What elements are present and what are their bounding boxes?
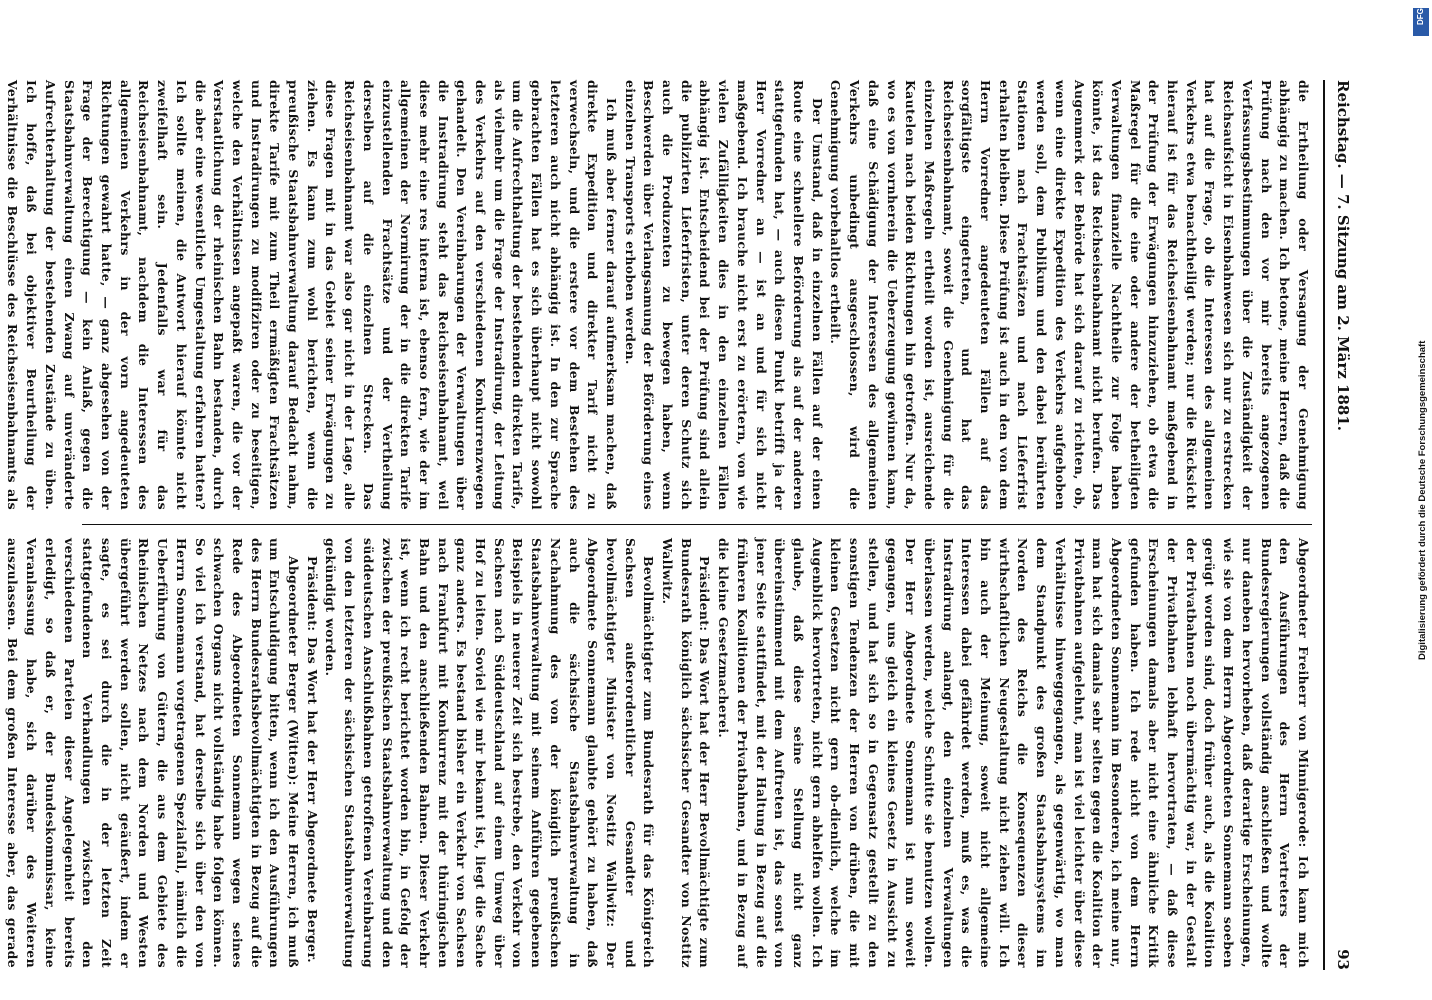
paragraph: Präsident: Das Wort hat der Herr Bevollmächtigte zum Bundesrath königlich sächsischer Gesandter von Nostitz Wallwitz. xyxy=(660,538,713,968)
paragraph: Abgeordneter Freiherr von Minnigerode: Ich kann mich den Ausführungen des Herrn Vertreters der Bundesregierungen vollständig anschließen und wollte nur daneben hervorheben, daß derartige Erscheinungen, wie sie von dem Herrn Abgeordneten Sonnemann soeben gerügt worden sind, doch früher auch, als die Koalition der Privatbahnen noch übermächtig war, in der Gestalt der Privatbahnen lebhaft hervortraten, — daß diese Erscheinungen damals aber nicht eine ähnliche Kritik gefunden haben. Ich rede nicht von dem Herrn Abgeordneten Sonnemann im Besonderen, ich meine nur, man hat sich damals sehr selten gegen die Koalition der Privatbahnen aufgelehnt, man ist viel leichter über diese Verhältnisse hinweggegangen, als gegenwärtig, wo man dem Standpunkt des großen Staatsbahnsystems im Norden des Reichs die Konsequenzen dieser wirthschaftlichen Neugestaltung nicht ziehen will. Ich bin auch der Meinung, soweit nicht allgemeine Interessen dabei gefährdet werden, muß es, was die Instradirung anlangt, den einzelnen Verwaltungen überlassen werden, welche Schnitte sie benutzen wollen. Der Herr Abgeordnete Sonnemann ist nun soweit gegangen, uns gleich ein kleines Gesetz in Aussicht zu stellen, und hat sich so in Gegensatz gestellt zu den sonstigen Tendenzen der Herren von drüben, die mit kleinen Gesetzen nicht gern ob-dienlich, welche im Augenblick hervortreten, nicht gern abhelfen wollen. Ich glaube, daß diese seine Stellung nicht ganz übereinstimmend mit dem Auftreten ist, das sonst von jener Seite stattfindet, mit der Haltung in Bezug auf die früheren Koalitionen der Privatbahnen, und in Bezug auf die kleine Gesetzmacherei. xyxy=(716,538,1311,968)
paragraph: Der Umstand, daß in einzelnen Fällen auf der einen Route eine schnellere Beförderung als auf der anderen stattgefunden hat, — auch diesen Punkt betrifft ja der Herr Vorredner an — ist an und für sich nicht maßgebend. Ich brauche nicht erst zu erörtern, von wie vielen Zufälligkeiten dies in den einzelnen Fällen abhängig ist. Entscheidend bei der Prüfung sind allein die publizirten Lieferfristen, unter deren Schutz sich auch die Produzenten zu bewegen haben, wenn Beschwerden über Verlangsamung der Beförderung eines einzelnen Transports erhoben werden. xyxy=(622,80,825,510)
paragraph: Abgeordneter Berger (Witten): Meine Herren, ich muß um Entschuldigung bitten, wenn ich den Ausführungen des Herrn Bundesrathsbevollmächtigten in Bezug auf die Rede des Abgeordneten Sonnemann wegen seines schwachen Organs nicht vollständig habe folgen können. So viel ich verstand, hat derselbe sich über den von Herrn Sonnemann vorgetragenen Spezialfall, nämlich die Ueberführung von Gütern, die aus dem Gebiete des Rheinischen Netzes nach dem Norden und Westen übergeführt werden sollen, nicht geäußert, indem er sagte, es sei durch die in der letzten Zeit stattgefundenen Verhandlungen zwischen den verschiedenen Parteien dieser Angelegenheit bereits erledigt, so daß er, der Bundeskommissar, keine Veranlassung habe, sich darüber des Weiteren auszulassen. Bei dem großen Interesse aber, das gerade xyxy=(5,538,302,968)
paragraph: Ich muß aber ferner darauf aufmerksam machen, daß direkte Expedition und direkter Tarif nicht zu verwechseln, und die erstere vor dem Bestehen des letzteren auch nicht abhängig ist. In den zur Sprache gebrachten Fällen hat es sich überhaupt nicht sowohl um die Aufrechthaltung der bestehenden direkten Tarife, als vielmehr um die Frage der Instradirung, der Leitung des Verkehrs auf den verschiedenen Konkurrenzwegen gehandelt. Den Vereinbarungen der Verwaltungen über die Instradirung steht das Reichseisenbahnamt, weil diese mehr eine res interna ist, ebenso fern, wie der im allgemeinen der Normirung der in die direkten Tarife einzustellenden Frachtsätze und der Vertheilung derselben auf die einzelnen Strecken. Das Reichseisenbahnamt war also gar nicht in der Lage, alle diese Fragen mit in das Gebiet seiner Erwägungen zu ziehen. Es kann zum wohl berichten, wenn die preußische Staatsbahnverwaltung darauf Bedacht nahm, direkte Tarife mit zum Theil ermäßigten Frachtsätzen und Instradirungen zu modifiziren oder zu beseitigen, welche den Verhältnissen angepaßt waren, die vor der Verstaatlichung der rheinischen Bahn bestanden, durch die aber eine wesentliche Umgestaltung erfahren hatten? Ich sollte meinen, die Antwort hierauf könnte nicht zweifelhaft sein. Jedenfalls war für das Reichseisenbahnamt, nachdem die Interessen des allgemeinen Verkehrs in der vorn angedeuteten Richtungen gewahrt hatte, — ganz abgesehen von der Frage der Berechtigung — kein Anlaß, gegen die Staatsbahnverwaltung einen Zwang auf unveränderte Aufrechterhaltung der bestehenden Zustände zu üben. Ich hoffe, daß bei objektiver Beurtheilung der Verhältnisse die Beschlüsse des Reichseisenbahnamts als xyxy=(5,80,619,510)
paragraph: Präsident: Das Wort hat der Herr Abgeordnete Berger. xyxy=(304,556,320,963)
paragraph: Bevollmächtigter zum Bundesrath für das Königreich Sachsen außerordentlicher Gesandter und bevollmächtigter Minister von Nostitz Wallwitz: Der Abgeordnete Sonnemann glaubte gehört zu haben, daß auch die sächsische Staatsbahnverwaltung in Nachahmung des von der königlich preußischen Staatsbahnverwaltung mit seinem Anführen gegebenen Beispiels in neuerer Zeit sich bestrebe, den Verkehr von Sachsen nach Süddeutschland auf einem Umweg über Hof zu leiten. Soviel wie mir bekannt ist, liegt die Sache ganz anders. Es bestand bisher ein Verkehr von Sachsen nach Frankfurt mit Konkurrenz mit der thüringischen Bahn und den anschließenden Bahnen. Dieser Verkehr ist, wenn ich recht berichtet worden bin, in Gefolg der zwischen der preußischen Staatsbahnverwaltung und den süddeutschen Anschlußbahnen getroffenen Vereinbarung von den letzteren der sächsischen Staatsbahnverwaltung gekündigt worden. xyxy=(323,538,657,968)
column-divider xyxy=(82,524,1312,525)
running-head: Reichstag. — 7. Sitzung am 2. März 1881. xyxy=(1334,80,1352,432)
dfg-logo xyxy=(1413,8,1429,36)
rotated-page xyxy=(5,80,1352,970)
paragraph: die Ertheilung oder Versagung der Genehmigung abhängig zu machen. Ich betone, meine Herren, daß die Prüfung nach den vor mir bereits angezogenen Verfassungsbestimmungen über die Zuständigkeit der Reichsaufsicht in Eisenbahnwesen sich nur zu erstrecken hat auf die Frage, ob die Interessen des allgemeinen Verkehrs etwa benachtheiligt werden; nur die Rücksicht hierauf ist für das Reichseisenbahnamt maßgebend in der Prüfung der Erwägungen hinzuziehen, ob etwa die Maßregel für die eine oder andere der betheiligten Verwaltungen finanzielle Nachtheile zur Folge haben könnte, ist das Reichseisenbahnamt nicht berufen. Das Augenmerk der Behörde hat sich darauf zu richten, ob, wenn eine direkte Expedition des Verkehrs aufgehoben werden soll, dem Publikum und den dabei berührten Stationen nach Frachtsätzen und nach Lieferfrist erhalten bleiben. Diese Prüfung ist auch in den von dem Herrn Vorredner angedeuteten Fällen auf das sorgfältigste eingetreten, und hat das Reichseisenbahnamt, soweit die Genehmigung für die einzelnen Maßregeln ertheilt worden ist, ausreichende Kautelen nach beiden Richtungen hin getroffen. Nur da, wo es von vornherein die Ueberzeugung gewinnen kann, daß eine Schädigung der Interessen des allgemeinen Verkehrs unbedingt ausgeschlossen, wird die Genehmigung vorbehaltlos ertheilt. xyxy=(828,80,1311,510)
funding-credit-text: Digitalisierung gefördert durch die Deutsche Forschungsgemeinschaft xyxy=(1417,340,1428,660)
left-column xyxy=(5,80,1312,510)
right-column xyxy=(5,538,1312,968)
dfg-logo-text: DFG xyxy=(1416,8,1425,25)
header-rule xyxy=(1323,80,1325,970)
page-header xyxy=(1328,80,1352,970)
page-number: 93 xyxy=(1334,949,1352,970)
